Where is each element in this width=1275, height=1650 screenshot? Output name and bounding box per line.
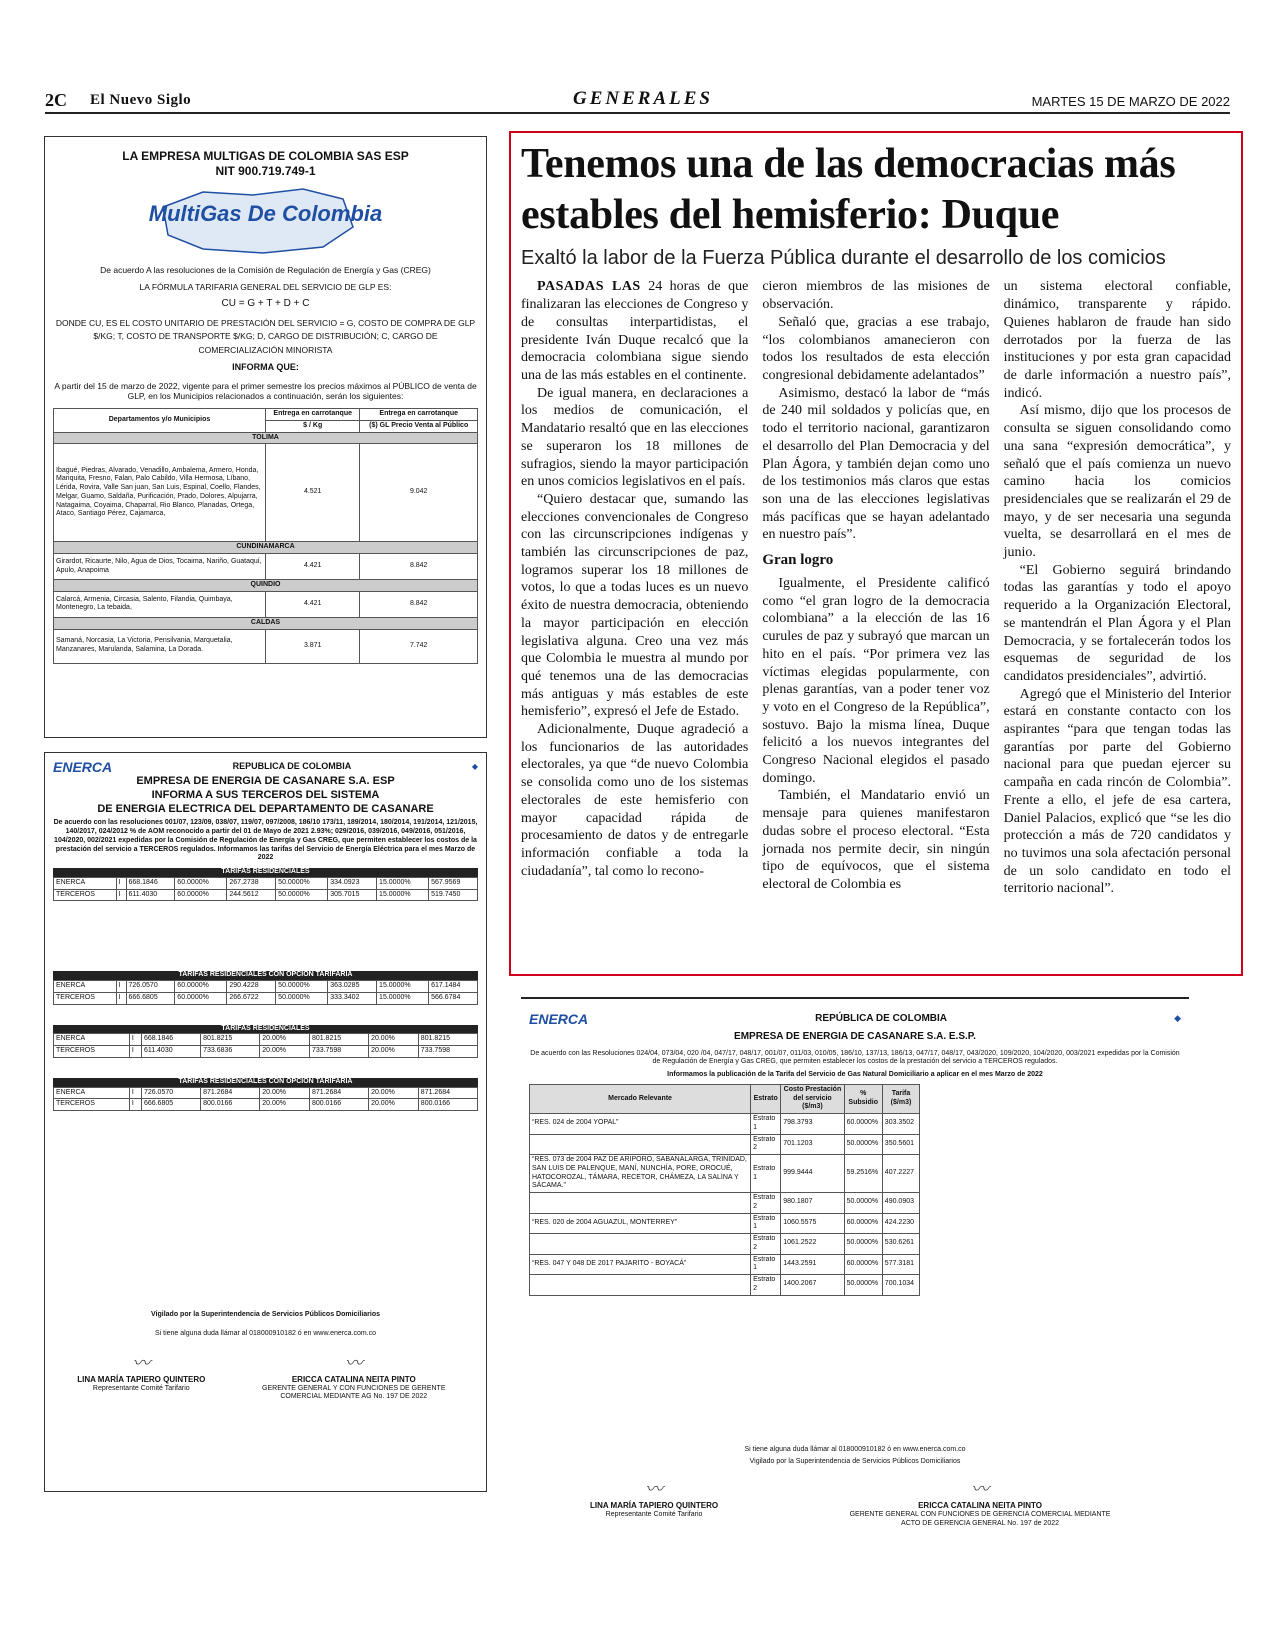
- cell: 800.0166: [418, 1099, 477, 1111]
- price-pv-cell: 7.742: [360, 629, 478, 663]
- municipios-cell: Calarcá, Armenia, Circasia, Salento, Filandia, Quimbaya, Montenegro, La tebaida,: [54, 591, 266, 617]
- enerca-title1: EMPRESA DE ENERGIA DE CASANARE S.A. ESP: [136, 775, 395, 787]
- cell: ENERCA: [54, 877, 117, 889]
- cell: I: [116, 877, 126, 889]
- paragraph: “El Gobierno seguirá brindando todas las garantías y todo el apoyo requerido a la Organización Electoral, se mantendrán el Plan Ágora y el Plan Democracia, y se fortalecerán todos los esquemas de seguridad de los candidatos presidenciales”, advirtió.: [1003, 562, 1231, 684]
- cell: 611.4030: [126, 889, 175, 901]
- handwritten-signature: 〰︎: [645, 1479, 664, 1500]
- article-column-1: [521, 278, 748, 898]
- cell: 726.0570: [141, 1087, 200, 1099]
- cell: Estrato 1: [751, 1155, 781, 1193]
- paragraph: Igualmente, el Presidente calificó como “el gran logro de la democracia colombiana” a la elección de las 16 curules de paz y subrayó que marcan un hito en el país. “Por primera vez las víctimas elegidas popularmente, con plenas garantías, van a poder tener voz y voto en el Congreso de la República”, sostuvo. Bajo la misma línea, Duque felicitó a los nuevos integrantes del Congreso Nacional elegidos el pasado domingo.: [762, 576, 990, 786]
- paragraph: Agregó que el Ministerio del Interior estará en constante contacto con los aspirantes “para que tengan todas las garantías por parte del Gobierno nacional para que puedan ejercer su campaña en cada rincón de Colombia”. Frente a ello, el jefe de esa cartera, Daniel Palacios, explicó que “se les dio protección a más de 720 candidatos y no tuvimos una sola afectación personal de un solo candidato en todo el territorio nacional”.: [1003, 686, 1231, 897]
- cell: 668.1846: [141, 1034, 200, 1046]
- table-row: [530, 1155, 920, 1193]
- cell: I: [129, 1099, 141, 1111]
- price-pv-cell: 8.842: [360, 554, 478, 580]
- cell: 50.0000%: [276, 992, 328, 1004]
- issue-date: MARTES 15 DE MARZO DE 2022: [1031, 94, 1230, 109]
- enerca-title3: DE ENERGIA ELECTRICA DEL DEPARTAMENTO DE CASANARE: [97, 802, 434, 815]
- table-row: [54, 1046, 478, 1058]
- cell: 20.00%: [369, 1034, 419, 1046]
- cell: 267.2738: [227, 877, 276, 889]
- article-subhead: Gran logro: [762, 552, 834, 569]
- table-row: [54, 1034, 478, 1046]
- paragraph: Así mismo, dijo que los procesos de consulta se siguen consolidando como una sana “expresión democrática”, y señaló que el país comienza un nuevo camino hacia los comicios presidenciales que se realizarán el 29 de mayo, y de ser necesaria una segunda vuelta, se desarrollará en el mes de junio.: [1003, 403, 1231, 561]
- table-row: [54, 889, 478, 901]
- cell: 333.3402: [328, 992, 377, 1004]
- table-title: TARIFAS RESIDENCIALES: [53, 868, 478, 877]
- th: Mercado Relevante: [530, 1084, 751, 1113]
- lead-in: PASADAS LAS: [537, 279, 641, 295]
- cell: “RES. 020 de 2004 AGUAZUL, MONTERREY”: [530, 1213, 751, 1234]
- main-article: [509, 131, 1243, 976]
- cell: 50.0000%: [844, 1193, 882, 1214]
- signer-role: GERENTE GENERAL Y CON FUNCIONES DE GERENTE COMERCIAL MEDIANTE AG No. 197 DE 2022: [262, 1384, 446, 1401]
- gas-tariff-table: [529, 1084, 920, 1296]
- cell: “RES. 047 Y 048 DE 2017 PAJARITO - BOYACÁ”: [530, 1254, 751, 1275]
- cell: 798.3793: [781, 1114, 844, 1135]
- table-row: [530, 1213, 920, 1234]
- cell: I: [129, 1087, 141, 1099]
- municipios-cell: Girardot, Ricaurte, Nilo, Agua de Dios, Tocaima, Nariño, Guataquí, Apulo, Anapoima: [54, 554, 266, 580]
- cell: 733.6836: [201, 1046, 260, 1058]
- superservicios-icon: ◆: [1174, 1013, 1181, 1024]
- cell: 334.0923: [328, 877, 377, 889]
- signature-block: [590, 1475, 718, 1529]
- cell: 733.7598: [309, 1046, 368, 1058]
- multigas-p5: A partir del 15 de marzo de 2022, vigente para el primer semestre los precios máximos al PÚBLICO de venta de GLP, en los Municipios relacionados a continuación, serán los siguientes:: [54, 380, 477, 402]
- cell: 350.5601: [882, 1134, 919, 1155]
- cell: ENERCA: [54, 1034, 130, 1046]
- cell: 611.4030: [141, 1046, 200, 1058]
- cell: TERCEROS: [54, 992, 117, 1004]
- cell: [530, 1134, 751, 1155]
- dept-row: CALDAS: [54, 617, 478, 629]
- cell: Estrato 1: [751, 1114, 781, 1135]
- enerca-republic: REPÚBLICA DE COLOMBIA: [815, 1012, 948, 1024]
- paragraph: Señaló que, gracias a ese trabajo, “los colombianos amanecieron con todos los resultados de esta elección congresional debidamente adelantados”: [762, 314, 990, 383]
- municipios-cell: Samaná, Norcasia, La Victoria, Pensilvania, Marquetalia, Manzanares, Marulanda, Salamina, La Dorada.: [54, 629, 266, 663]
- cell: 60.0000%: [844, 1254, 882, 1275]
- cell: 871.2684: [201, 1087, 260, 1099]
- cell: 60.0000%: [175, 981, 227, 993]
- enerca-vigilado: Vigilado por la Superintendencia de Servicios Públicos Domiciliarios: [151, 1311, 380, 1318]
- multigas-p3: DONDE CU, ES EL COSTO UNITARIO DE PRESTACIÓN DEL SERVICIO = G, COSTO DE COMPRA DE GLP $/KG; T, COSTO DE TRANSPORTE $/KG; D, CARGO DE DISTRIBUCIÓN; C, CARGO DE COMERCIALIZACIÓN MINORISTA: [55, 317, 476, 355]
- signature-block: [77, 1349, 205, 1403]
- cell: TERCEROS: [54, 1099, 130, 1111]
- cell: 666.6805: [126, 992, 175, 1004]
- cell: 1061.2522: [781, 1234, 844, 1255]
- table-row: [530, 1193, 920, 1214]
- cell: 530.6261: [882, 1234, 919, 1255]
- signature-block: [254, 1349, 454, 1403]
- enerca-logo: ENERCA: [529, 1011, 589, 1027]
- cell: I: [129, 1034, 141, 1046]
- cell: 20.00%: [260, 1046, 310, 1058]
- article-body: [521, 278, 1231, 898]
- enerca-title: EMPRESA DE ENERGIA DE CASANARE S.A. E.S.P.: [734, 1031, 976, 1042]
- cell: 577.3181: [882, 1254, 919, 1275]
- dept-row: QUINDIO: [54, 580, 478, 592]
- cell: 15.0000%: [377, 992, 429, 1004]
- article-column-3: [1004, 278, 1231, 898]
- cell: 60.0000%: [844, 1213, 882, 1234]
- price-kg-cell: 3.871: [266, 629, 360, 663]
- cell: 20.00%: [369, 1046, 419, 1058]
- cell: 666.6805: [141, 1099, 200, 1111]
- cell: 60.0000%: [175, 877, 227, 889]
- cell: I: [116, 981, 126, 993]
- signer-role: GERENTE GENERAL CON FUNCIONES DE GERENCIA COMERCIAL MEDIANTE ACTO DE GERENCIA GENERAL No. 197 de 2022: [849, 1511, 1111, 1527]
- cell: 801.8215: [418, 1034, 477, 1046]
- handwritten-signature: 〰︎: [344, 1352, 363, 1374]
- paragraph: cieron miembros de las misiones de observación.: [762, 279, 990, 313]
- cell: 266.6722: [227, 992, 276, 1004]
- cell: Estrato 2: [751, 1275, 781, 1296]
- paragraph: También, el Mandatario envió un mensaje para quienes manifestaron dudas sobre el proceso electoral. “Esta jornada nos permite decir, sin ningún tipo de equívocos, que el sistema electoral de Colombia es: [762, 788, 990, 892]
- enerca-gas-ad: [521, 997, 1189, 1527]
- paragraph: un sistema electoral confiable, dinámico, transparente y rápido. Quienes hablaron de fraude han sido derrotados por la fuerza de las instituciones y por esta gran capacidad de darle información a nuestro país”, indicó.: [1003, 279, 1231, 401]
- cell: Estrato 1: [751, 1254, 781, 1275]
- section-title: GENERALES: [573, 88, 713, 109]
- cell: 1443.2591: [781, 1254, 844, 1275]
- cell: 20.00%: [369, 1087, 419, 1099]
- enerca-contact: Si tiene alguna duda llámar al 018000910182 ó en www.enerca.com.co: [744, 1445, 966, 1453]
- tariff-table-3: [53, 1033, 478, 1058]
- cell: 726.0570: [126, 981, 175, 993]
- multigas-price-table: [53, 408, 478, 664]
- cell: 999.9444: [781, 1155, 844, 1193]
- signature-block: [840, 1475, 1120, 1529]
- cell: ENERCA: [54, 1087, 130, 1099]
- cell: 305.7015: [328, 889, 377, 901]
- signer-name: LINA MARÍA TAPIERO QUINTERO: [589, 1501, 719, 1510]
- th: Estrato: [751, 1084, 781, 1113]
- cell: [530, 1234, 751, 1255]
- cell: 60.0000%: [175, 992, 227, 1004]
- th-entrega1: Entrega en carrotanque: [266, 409, 360, 421]
- price-kg-cell: 4.421: [266, 591, 360, 617]
- cell: 15.0000%: [377, 981, 429, 993]
- cell: 20.00%: [260, 1087, 310, 1099]
- price-kg-cell: 4.421: [266, 554, 360, 580]
- superservicios-icon: ◆: [471, 762, 478, 771]
- cell: 407.2227: [882, 1155, 919, 1193]
- enerca-intro: De acuerdo con las Resoluciones 024/04, 073/04, 020 /04, 047/17, 048/17, 001/07, 011/03, 010/05, 186/10, 137/13, 186/13, 047/17, 048/17, 043/2020, 109/2020, 104/2020, 003/2021 expedidas por la Comisión de Regulación de Energía y Gas CREG, que permiten establecer los costos de la prestación del servicio a TERCEROS regulados.: [530, 1049, 1180, 1066]
- enerca-contact: Si tiene alguna duda llámar al 018000910182 ó en www.enerca.com.co: [154, 1329, 377, 1337]
- table-title: TARIFAS RESIDENCIALES CON OPCION TARIFARIA: [53, 971, 478, 980]
- handwritten-signature: 〰︎: [971, 1479, 990, 1500]
- cell: 50.0000%: [276, 877, 328, 889]
- cell: 244.5612: [227, 889, 276, 901]
- cell: 871.2684: [418, 1087, 477, 1099]
- signer-name: LINA MARÍA TAPIERO QUINTERO: [77, 1374, 206, 1384]
- newspaper-name: El Nuevo Siglo: [90, 92, 192, 108]
- cell: 566.6784: [429, 992, 478, 1004]
- th-pv: ($) GL Precio Venta al Público: [360, 420, 478, 432]
- table-title: TARIFAS RESIDENCIALES CON OPCION TARIFARIA: [53, 1078, 478, 1087]
- article-deck: Exaltó la labor de la Fuerza Pública durante el desarrollo de los comicios: [521, 247, 1166, 270]
- cell: ENERCA: [54, 981, 117, 993]
- table-row: [530, 1234, 920, 1255]
- cell: 701.1203: [781, 1134, 844, 1155]
- handwritten-signature: 〰︎: [132, 1352, 151, 1374]
- tariff-table-4: [53, 1087, 478, 1112]
- enerca-electric-ad: [44, 752, 487, 1492]
- cell: 490.0903: [882, 1193, 919, 1214]
- cell: 50.0000%: [844, 1275, 882, 1296]
- cell: TERCEROS: [54, 1046, 130, 1058]
- table-row: [54, 877, 478, 889]
- multigas-ad: [44, 136, 487, 738]
- enerca-intro2: Informamos la publicación de la Tarifa del Servicio de Gas Natural Domiciliario a aplicar en el mes Marzo de 2022: [667, 1071, 1043, 1078]
- th: % Subsidio: [844, 1084, 882, 1113]
- cell: 800.0166: [309, 1099, 368, 1111]
- paragraph: [521, 278, 748, 384]
- table-row: [54, 981, 478, 993]
- signer-name: ERICCA CATALINA NEITA PINTO: [918, 1501, 1042, 1510]
- cell: 50.0000%: [844, 1134, 882, 1155]
- multigas-formula: CU = G + T + D + C: [221, 298, 310, 310]
- cell: 801.8215: [309, 1034, 368, 1046]
- th: Tarifa ($/m3): [882, 1084, 919, 1113]
- paragraph-text: 24 horas de que finalizaran las elecciones de Congreso y de consultas interpartidistas, el presidente Iván Duque recalcó que la democracia colombiana sigue siendo una de las más estables en el continente.: [521, 279, 749, 383]
- cell: 303.3502: [882, 1114, 919, 1135]
- dept-row: CUNDINAMARCA: [54, 542, 478, 554]
- paragraph: “Quiero destacar que, sumando las elecciones convencionales de Congreso con las circunscripciones indígenas y también las circunscripciones de paz, logramos superar los 18 millones de votos, lo que a todas luces es un nuevo éxito de nuestra democracia, obteniendo la mayor participación en elección legislativa alguna. Creo una vez más que Colombia le muestra al mundo por qué tenemos una de las democracias más antiguas y más estables de este hemisferio”, expresó el Jefe de Estado.: [521, 491, 749, 720]
- cell: I: [129, 1046, 141, 1058]
- cell: 290.4228: [227, 981, 276, 993]
- cell: 60.0000%: [175, 889, 227, 901]
- dept-row: TOLIMA: [54, 432, 478, 444]
- cell: I: [116, 889, 126, 901]
- multigas-logo-text: MultiGas De Colombia: [148, 201, 383, 226]
- cell: 20.00%: [369, 1099, 419, 1111]
- paragraph: Adicionalmente, Duque agradeció a los funcionarios de las autoridades electorales, ya que “de nuevo Colombia se consolida como uno de los sistemas electorales de este hemisferio con mayor capacidad rápida de procesamiento de datos y de entregarle información confiable a toda la ciudadanía”, tal como lo recono-: [521, 722, 749, 879]
- page-number: 2C: [45, 90, 67, 110]
- signer-role: Representante Comité Tarifario: [605, 1511, 703, 1518]
- enerca-republic: REPUBLICA DE COLOMBIA: [232, 761, 352, 772]
- table-row: [54, 1099, 478, 1111]
- cell: [530, 1193, 751, 1214]
- multigas-nit: NIT 900.719.749-1: [215, 164, 316, 178]
- signer-role: Representante Comité Tarifario: [92, 1384, 190, 1392]
- cell: 980.1807: [781, 1193, 844, 1214]
- cell: “RES. 024 de 2004 YOPAL”: [530, 1114, 751, 1135]
- cell: 50.0000%: [276, 981, 328, 993]
- tariff-table-1: [53, 877, 478, 902]
- cell: 15.0000%: [377, 877, 429, 889]
- cell: 801.8215: [201, 1034, 260, 1046]
- cell: 1400.2067: [781, 1275, 844, 1296]
- multigas-logo: [53, 187, 478, 257]
- cell: Estrato 2: [751, 1234, 781, 1255]
- cell: 700.1034: [882, 1275, 919, 1296]
- multigas-title: LA EMPRESA MULTIGAS DE COLOMBIA SAS ESP: [122, 149, 409, 163]
- table-row: [530, 1134, 920, 1155]
- multigas-p4: INFORMA QUE:: [232, 361, 299, 372]
- cell: 617.1484: [429, 981, 478, 993]
- cell: 50.0000%: [276, 889, 328, 901]
- cell: 59.2516%: [844, 1155, 882, 1193]
- multigas-p1: De acuerdo A las resoluciones de la Comisión de Regulación de Energía y Gas (CREG): [100, 265, 431, 275]
- enerca-intro: De acuerdo con las resoluciones 001/07, 123/09, 038/07, 119/07, 097/2008, 186/10 173/11, 189/2014, 180/2014, 191/2014, 121/2015, 140/2017, 024/2012 % de AOM reconocido a partir del 01 de Mayo de 2021 2.93%; 029/2016, 039/2016, 049/2016, 051/2016, 104/2020, 002/2021 expedidas por la Comisión de Regulación de Energía y Gas CREG, que permiten establecer los costos de la prestación del servicio a TERCEROS regulados. Informamos las tarifas del Servicio de Energía Eléctrica para el mes Marzo de 2022: [53, 819, 478, 862]
- paragraph: De igual manera, en declaraciones a los medios de comunicación, el Mandatario resaltó que en las elecciones se superaron los 18 millones de sufragios, siendo la mayor participación en unos comicios legislativos en el país.: [521, 385, 749, 490]
- article-headline: Tenemos una de las democracias más estables del hemisferio: Duque: [521, 141, 1176, 239]
- cell: 668.1846: [126, 877, 175, 889]
- th-municipios: Departamentos y/o Municipios: [54, 409, 266, 433]
- th-kg: $ / Kg: [266, 420, 360, 432]
- table-row: [54, 1087, 478, 1099]
- enerca-logo: ENERCA: [53, 759, 113, 775]
- table-title: TARIFAS RESIDENCIALES: [53, 1025, 478, 1034]
- cell: [530, 1275, 751, 1296]
- cell: 15.0000%: [377, 889, 429, 901]
- cell: 424.2230: [882, 1213, 919, 1234]
- multigas-p2: LA FÓRMULA TARIFARIA GENERAL DEL SERVICIO DE GLP ES:: [139, 281, 392, 292]
- cell: 519.7450: [429, 889, 478, 901]
- municipios-cell: Ibagué, Piedras, Alvarado, Venadillo, Ambalema, Armero, Honda, Mariquita, Fresno, Falan, Palo Cabildo, Villa Hermosa, Líbano, Lérida, Rovira, Valle San juan, San Luis, Espinal, Coello, Flandes, Melgar, Guamo, Saldaña, Purificación, Prado, Dolores, Alpujarra, Natagaima, Coyaima, Chaparral, Rio Blanco, Planadas, Ortega, Ataco, Santiago Pérez, Cajamarca,: [54, 444, 266, 542]
- signer-name: ERICCA CATALINA NEITA PINTO: [291, 1374, 416, 1384]
- paragraph: Asimismo, destacó la labor de “más de 240 mil soldados y policías que, en todo el territorio nacional, garantizaron el desarrollo del Plan Democracia y del Plan Ágora, y también dejan como uno de los testimonios más claros que estas son una de las elecciones legislativas más pacíficas que se hayan adelantado en nuestro país”.: [762, 385, 990, 543]
- table-row: [530, 1114, 920, 1135]
- cell: Estrato 1: [751, 1213, 781, 1234]
- cell: 733.7598: [418, 1046, 477, 1058]
- cell: 20.00%: [260, 1034, 310, 1046]
- tariff-table-2: [53, 980, 478, 1005]
- th: Costo Prestación del servicio ($/m3): [781, 1084, 844, 1113]
- cell: 871.2684: [309, 1087, 368, 1099]
- article-column-2: [762, 278, 989, 898]
- cell: 20.00%: [260, 1099, 310, 1111]
- cell: 1060.5575: [781, 1213, 844, 1234]
- cell: 567.9569: [429, 877, 478, 889]
- cell: 800.0166: [201, 1099, 260, 1111]
- header-rule: [45, 112, 1230, 114]
- cell: Estrato 2: [751, 1134, 781, 1155]
- cell: 60.0000%: [844, 1114, 882, 1135]
- cell: Estrato 2: [751, 1193, 781, 1214]
- cell: TERCEROS: [54, 889, 117, 901]
- cell: “RES. 073 de 2004 PAZ DE ARIPORO, SABANALARGA, TRINIDAD, SAN LUIS DE PALENQUE, MANÍ, NUNCHÍA, PORE, OROCUÉ, HATOCOROZAL, TÁMARA, RECETOR, CHÁMEZA, LA SALINA Y SÁCAMA.”: [530, 1155, 751, 1193]
- price-kg-cell: 4.521: [266, 444, 360, 542]
- enerca-title2: INFORMA A SUS TERCEROS DEL SISTEMA: [151, 788, 380, 801]
- table-row: [54, 992, 478, 1004]
- enerca-vigilado: Vigilado por la Superintendencia de Servicios Públicos Domiciliarios: [749, 1458, 961, 1466]
- table-row: [530, 1275, 920, 1296]
- price-pv-cell: 9.042: [360, 444, 478, 542]
- table-row: [530, 1254, 920, 1275]
- th-entrega2: Entrega en carrotanque: [360, 409, 478, 421]
- price-pv-cell: 8.842: [360, 591, 478, 617]
- cell: 50.0000%: [844, 1234, 882, 1255]
- cell: I: [116, 992, 126, 1004]
- cell: 363.0285: [328, 981, 377, 993]
